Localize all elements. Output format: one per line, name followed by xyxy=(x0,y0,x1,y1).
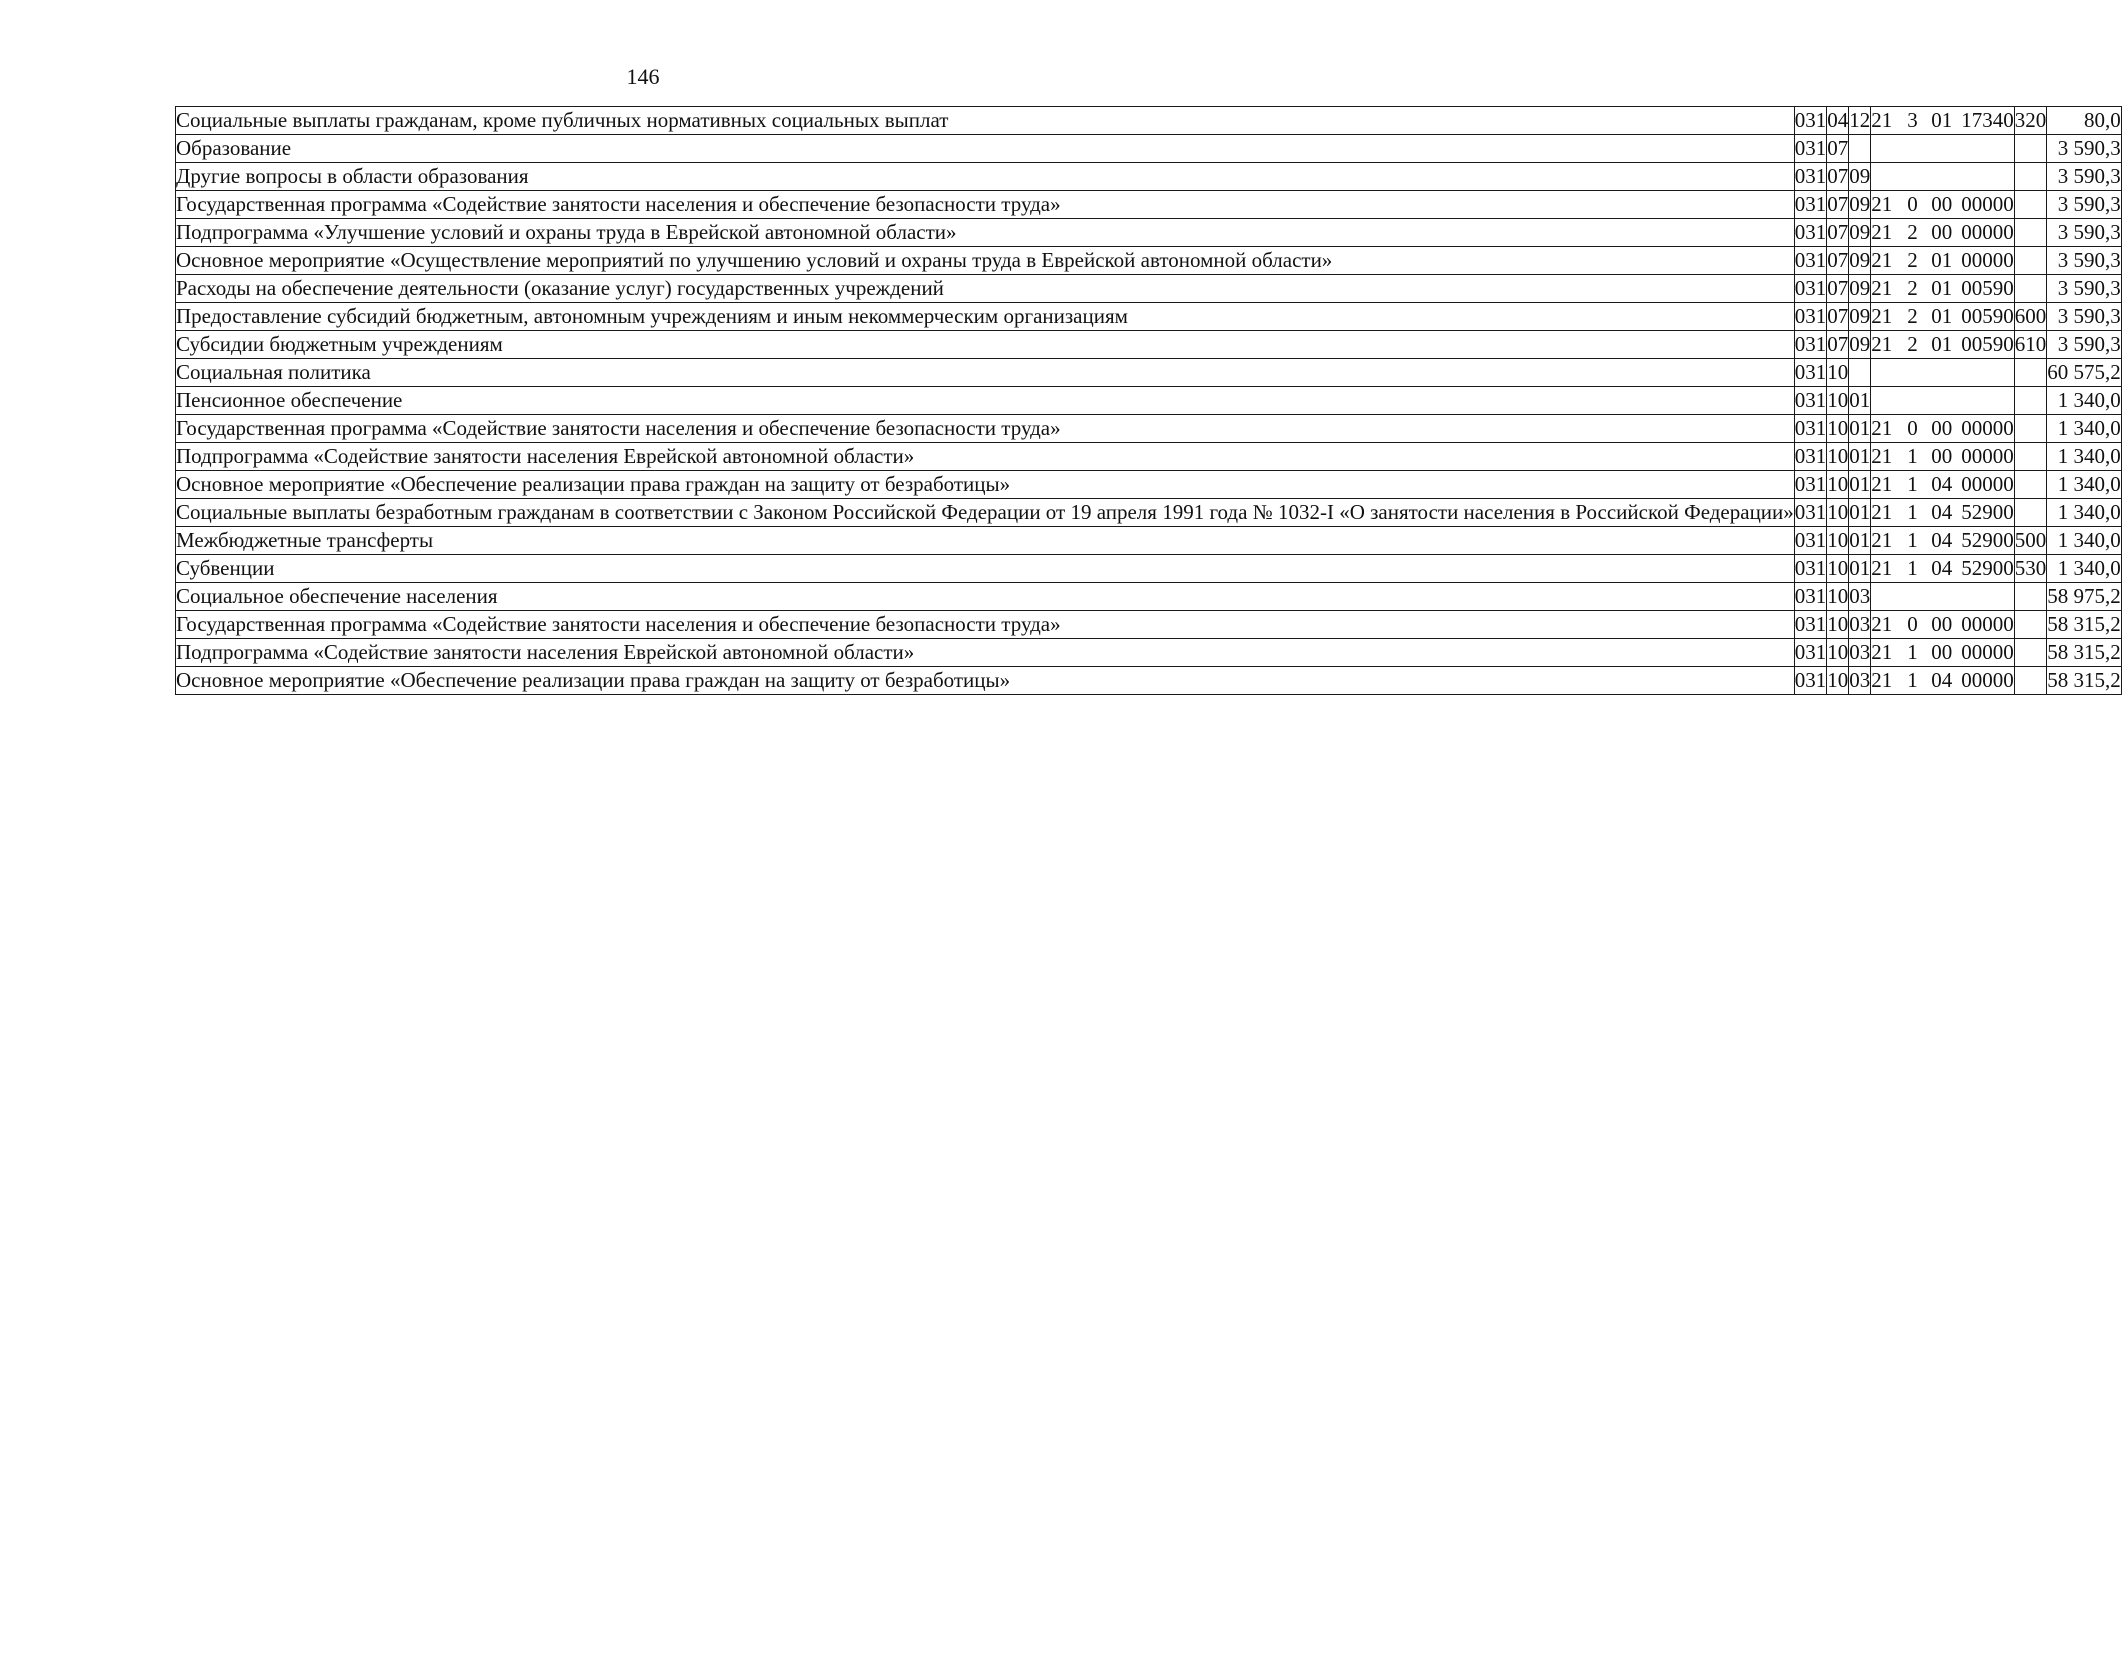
table-row xyxy=(176,583,2122,611)
row-target-article-code xyxy=(1871,443,2015,471)
row-section-code: 07 xyxy=(1827,275,1849,303)
row-ministry-code: 031 xyxy=(1794,611,1827,639)
table-row xyxy=(176,219,2122,247)
row-subsection-code: 09 xyxy=(1849,191,1871,219)
row-name: Расходы на обеспечение деятельности (оказание услуг) государственных учреждений xyxy=(176,275,1795,303)
row-name: Подпрограмма «Содействие занятости населения Еврейской автономной области» xyxy=(176,639,1795,667)
csr-program: 21 xyxy=(1871,108,1893,132)
csr-direction: 00000 xyxy=(1961,640,2014,664)
csr-direction: 00000 xyxy=(1961,192,2014,216)
row-name: Подпрограмма «Улучшение условий и охраны труда в Еврейской автономной области» xyxy=(176,219,1795,247)
csr-program: 21 xyxy=(1871,444,1893,468)
row-name: Социальное обеспечение населения xyxy=(176,583,1795,611)
table-row xyxy=(176,303,2122,331)
row-section-code: 07 xyxy=(1827,247,1849,275)
csr-sub: 1 xyxy=(1907,556,1918,580)
row-section-code: 10 xyxy=(1827,471,1849,499)
row-target-article-code xyxy=(1871,499,2015,527)
row-name: Основное мероприятие «Обеспечение реализации права граждан на защиту от безработицы» xyxy=(176,667,1795,695)
row-subsection-code: 09 xyxy=(1849,163,1871,191)
row-ministry-code: 031 xyxy=(1794,527,1827,555)
table-row xyxy=(176,359,2122,387)
row-ministry-code: 031 xyxy=(1794,555,1827,583)
row-subsection-code: 03 xyxy=(1849,583,1871,611)
table-row xyxy=(176,667,2122,695)
row-name: Государственная программа «Содействие занятости населения и обеспечение безопасности труда» xyxy=(176,611,1795,639)
row-name: Социальные выплаты гражданам, кроме публичных нормативных социальных выплат xyxy=(176,107,1795,135)
table-row xyxy=(176,443,2122,471)
csr-main: 01 xyxy=(1931,304,1953,328)
row-section-code: 10 xyxy=(1827,611,1849,639)
csr-sub: 2 xyxy=(1907,220,1918,244)
csr-sub: 0 xyxy=(1907,416,1918,440)
row-expense-type-code xyxy=(2014,611,2047,639)
row-amount: 1 340,0 xyxy=(2047,415,2122,443)
row-ministry-code: 031 xyxy=(1794,639,1827,667)
row-expense-type-code xyxy=(2014,471,2047,499)
csr-program: 21 xyxy=(1871,500,1893,524)
row-ministry-code: 031 xyxy=(1794,191,1827,219)
row-target-article-code xyxy=(1871,107,2015,135)
row-section-code: 07 xyxy=(1827,219,1849,247)
row-subsection-code: 12 xyxy=(1849,107,1871,135)
csr-program: 21 xyxy=(1871,192,1893,216)
row-ministry-code: 031 xyxy=(1794,107,1827,135)
csr-main: 04 xyxy=(1931,500,1953,524)
csr-sub: 1 xyxy=(1907,444,1918,468)
row-target-article-code xyxy=(1871,527,2015,555)
page-number: 146 xyxy=(626,64,660,89)
row-section-code: 07 xyxy=(1827,303,1849,331)
row-target-article-code xyxy=(1871,247,2015,275)
csr-main: 00 xyxy=(1931,220,1953,244)
csr-main: 04 xyxy=(1931,668,1953,692)
row-ministry-code: 031 xyxy=(1794,163,1827,191)
row-amount: 3 590,3 xyxy=(2047,163,2122,191)
row-target-article-code xyxy=(1871,331,2015,359)
csr-direction: 52900 xyxy=(1961,556,2014,580)
csr-main: 00 xyxy=(1931,640,1953,664)
csr-direction: 00000 xyxy=(1961,248,2014,272)
csr-program: 21 xyxy=(1871,220,1893,244)
csr-main: 01 xyxy=(1931,108,1953,132)
table-row xyxy=(176,275,2122,303)
csr-sub: 1 xyxy=(1907,668,1918,692)
table-body xyxy=(176,107,2122,695)
row-target-article-code xyxy=(1871,415,2015,443)
row-target-article-code xyxy=(1871,359,2015,387)
row-section-code: 10 xyxy=(1827,527,1849,555)
row-section-code: 10 xyxy=(1827,443,1849,471)
csr-program: 21 xyxy=(1871,304,1893,328)
row-amount: 1 340,0 xyxy=(2047,555,2122,583)
csr-direction: 00590 xyxy=(1961,304,2014,328)
row-expense-type-code xyxy=(2014,639,2047,667)
table-row xyxy=(176,331,2122,359)
csr-sub: 1 xyxy=(1907,472,1918,496)
csr-main: 00 xyxy=(1931,612,1953,636)
row-target-article-code xyxy=(1871,555,2015,583)
row-amount: 1 340,0 xyxy=(2047,387,2122,415)
csr-direction: 00000 xyxy=(1961,668,2014,692)
row-name: Государственная программа «Содействие занятости населения и обеспечение безопасности труда» xyxy=(176,415,1795,443)
row-name: Социальные выплаты безработным гражданам в соответствии с Законом Российской Федерации от 19 апреля 1991 года № 1032-I «О занятости населения в Российской Федерации» xyxy=(176,499,1795,527)
row-name: Государственная программа «Содействие занятости населения и обеспечение безопасности труда» xyxy=(176,191,1795,219)
csr-direction: 00590 xyxy=(1961,332,2014,356)
table-row xyxy=(176,471,2122,499)
csr-sub: 1 xyxy=(1907,500,1918,524)
row-subsection-code: 09 xyxy=(1849,219,1871,247)
csr-program: 21 xyxy=(1871,528,1893,552)
table-row xyxy=(176,611,2122,639)
csr-direction: 00000 xyxy=(1961,612,2014,636)
row-subsection-code: 01 xyxy=(1849,555,1871,583)
row-target-article-code xyxy=(1871,583,2015,611)
row-subsection-code xyxy=(1849,359,1871,387)
row-section-code: 10 xyxy=(1827,387,1849,415)
row-ministry-code: 031 xyxy=(1794,499,1827,527)
row-name: Субвенции xyxy=(176,555,1795,583)
row-ministry-code: 031 xyxy=(1794,331,1827,359)
table-row xyxy=(176,191,2122,219)
row-subsection-code: 01 xyxy=(1849,387,1871,415)
row-ministry-code: 031 xyxy=(1794,415,1827,443)
row-amount: 58 315,2 xyxy=(2047,639,2122,667)
table-row xyxy=(176,135,2122,163)
row-target-article-code xyxy=(1871,163,2015,191)
row-expense-type-code xyxy=(2014,135,2047,163)
csr-program: 21 xyxy=(1871,612,1893,636)
row-subsection-code: 03 xyxy=(1849,611,1871,639)
row-amount: 58 315,2 xyxy=(2047,667,2122,695)
row-subsection-code: 09 xyxy=(1849,247,1871,275)
row-ministry-code: 031 xyxy=(1794,387,1827,415)
row-target-article-code xyxy=(1871,639,2015,667)
row-target-article-code xyxy=(1871,303,2015,331)
row-amount: 3 590,3 xyxy=(2047,219,2122,247)
row-ministry-code: 031 xyxy=(1794,275,1827,303)
row-target-article-code xyxy=(1871,471,2015,499)
row-target-article-code xyxy=(1871,611,2015,639)
csr-sub: 3 xyxy=(1907,108,1918,132)
csr-main: 00 xyxy=(1931,416,1953,440)
budget-table xyxy=(175,106,2122,695)
csr-program: 21 xyxy=(1871,332,1893,356)
row-expense-type-code: 600 xyxy=(2014,303,2047,331)
row-expense-type-code: 610 xyxy=(2014,331,2047,359)
csr-direction: 00590 xyxy=(1961,276,2014,300)
row-ministry-code: 031 xyxy=(1794,303,1827,331)
row-section-code: 07 xyxy=(1827,191,1849,219)
csr-main: 01 xyxy=(1931,276,1953,300)
csr-main: 01 xyxy=(1931,332,1953,356)
row-target-article-code xyxy=(1871,191,2015,219)
row-section-code: 10 xyxy=(1827,359,1849,387)
row-expense-type-code xyxy=(2014,667,2047,695)
row-ministry-code: 031 xyxy=(1794,219,1827,247)
row-name: Субсидии бюджетным учреждениям xyxy=(176,331,1795,359)
csr-direction: 00000 xyxy=(1961,220,2014,244)
row-expense-type-code xyxy=(2014,499,2047,527)
row-expense-type-code xyxy=(2014,387,2047,415)
row-amount: 58 975,2 xyxy=(2047,583,2122,611)
row-name: Образование xyxy=(176,135,1795,163)
csr-sub: 2 xyxy=(1907,276,1918,300)
row-name: Подпрограмма «Содействие занятости населения Еврейской автономной области» xyxy=(176,443,1795,471)
csr-main: 01 xyxy=(1931,248,1953,272)
table-row xyxy=(176,555,2122,583)
csr-direction: 52900 xyxy=(1961,500,2014,524)
row-name: Другие вопросы в области образования xyxy=(176,163,1795,191)
row-section-code: 10 xyxy=(1827,499,1849,527)
row-subsection-code: 01 xyxy=(1849,527,1871,555)
row-expense-type-code xyxy=(2014,247,2047,275)
row-section-code: 04 xyxy=(1827,107,1849,135)
row-expense-type-code: 500 xyxy=(2014,527,2047,555)
row-subsection-code: 01 xyxy=(1849,415,1871,443)
csr-sub: 2 xyxy=(1907,248,1918,272)
table-row xyxy=(176,415,2122,443)
row-name: Основное мероприятие «Осуществление мероприятий по улучшению условий и охраны труда в Еврейской автономной области» xyxy=(176,247,1795,275)
csr-direction: 00000 xyxy=(1961,472,2014,496)
csr-program: 21 xyxy=(1871,640,1893,664)
csr-main: 00 xyxy=(1931,444,1953,468)
row-section-code: 10 xyxy=(1827,639,1849,667)
table-row xyxy=(176,163,2122,191)
row-expense-type-code xyxy=(2014,191,2047,219)
row-amount: 3 590,3 xyxy=(2047,191,2122,219)
row-section-code: 07 xyxy=(1827,163,1849,191)
csr-program: 21 xyxy=(1871,276,1893,300)
row-section-code: 10 xyxy=(1827,583,1849,611)
row-amount: 58 315,2 xyxy=(2047,611,2122,639)
row-subsection-code: 01 xyxy=(1849,471,1871,499)
row-subsection-code: 03 xyxy=(1849,667,1871,695)
row-ministry-code: 031 xyxy=(1794,247,1827,275)
csr-program: 21 xyxy=(1871,472,1893,496)
csr-sub: 2 xyxy=(1907,332,1918,356)
row-amount: 1 340,0 xyxy=(2047,527,2122,555)
row-expense-type-code xyxy=(2014,415,2047,443)
csr-program: 21 xyxy=(1871,248,1893,272)
row-expense-type-code xyxy=(2014,359,2047,387)
row-amount: 3 590,3 xyxy=(2047,275,2122,303)
csr-direction: 00000 xyxy=(1961,444,2014,468)
row-subsection-code: 09 xyxy=(1849,275,1871,303)
csr-direction: 52900 xyxy=(1961,528,2014,552)
row-amount: 3 590,3 xyxy=(2047,331,2122,359)
row-name: Межбюджетные трансферты xyxy=(176,527,1795,555)
row-amount: 1 340,0 xyxy=(2047,471,2122,499)
row-name: Социальная политика xyxy=(176,359,1795,387)
row-name: Предоставление субсидий бюджетным, автономным учреждениям и иным некоммерческим организациям xyxy=(176,303,1795,331)
row-subsection-code: 09 xyxy=(1849,303,1871,331)
csr-sub: 1 xyxy=(1907,640,1918,664)
row-target-article-code xyxy=(1871,135,2015,163)
table-row xyxy=(176,639,2122,667)
csr-main: 00 xyxy=(1931,192,1953,216)
row-amount: 3 590,3 xyxy=(2047,247,2122,275)
row-expense-type-code xyxy=(2014,219,2047,247)
row-target-article-code xyxy=(1871,275,2015,303)
row-section-code: 10 xyxy=(1827,555,1849,583)
row-subsection-code: 09 xyxy=(1849,331,1871,359)
row-amount: 1 340,0 xyxy=(2047,443,2122,471)
row-ministry-code: 031 xyxy=(1794,443,1827,471)
row-ministry-code: 031 xyxy=(1794,583,1827,611)
csr-sub: 2 xyxy=(1907,304,1918,328)
csr-direction: 17340 xyxy=(1961,108,2014,132)
csr-direction: 00000 xyxy=(1961,416,2014,440)
row-subsection-code: 03 xyxy=(1849,639,1871,667)
csr-main: 04 xyxy=(1931,528,1953,552)
row-target-article-code xyxy=(1871,667,2015,695)
row-ministry-code: 031 xyxy=(1794,359,1827,387)
row-subsection-code: 01 xyxy=(1849,443,1871,471)
row-expense-type-code xyxy=(2014,583,2047,611)
table-row xyxy=(176,107,2122,135)
row-section-code: 07 xyxy=(1827,135,1849,163)
csr-program: 21 xyxy=(1871,668,1893,692)
table-row xyxy=(176,499,2122,527)
row-section-code: 10 xyxy=(1827,667,1849,695)
table-row xyxy=(176,387,2122,415)
row-target-article-code xyxy=(1871,219,2015,247)
row-ministry-code: 031 xyxy=(1794,471,1827,499)
row-amount: 60 575,2 xyxy=(2047,359,2122,387)
row-expense-type-code xyxy=(2014,443,2047,471)
csr-program: 21 xyxy=(1871,416,1893,440)
row-ministry-code: 031 xyxy=(1794,667,1827,695)
row-amount: 80,0 xyxy=(2047,107,2122,135)
row-amount: 3 590,3 xyxy=(2047,303,2122,331)
table-row xyxy=(176,527,2122,555)
csr-main: 04 xyxy=(1931,556,1953,580)
row-subsection-code: 01 xyxy=(1849,499,1871,527)
csr-sub: 0 xyxy=(1907,192,1918,216)
row-expense-type-code: 530 xyxy=(2014,555,2047,583)
row-target-article-code xyxy=(1871,387,2015,415)
row-ministry-code: 031 xyxy=(1794,135,1827,163)
row-amount: 3 590,3 xyxy=(2047,135,2122,163)
row-section-code: 07 xyxy=(1827,331,1849,359)
row-expense-type-code: 320 xyxy=(2014,107,2047,135)
table-row xyxy=(176,247,2122,275)
row-expense-type-code xyxy=(2014,163,2047,191)
row-subsection-code xyxy=(1849,135,1871,163)
csr-program: 21 xyxy=(1871,556,1893,580)
row-name: Основное мероприятие «Обеспечение реализации права граждан на защиту от безработицы» xyxy=(176,471,1795,499)
row-amount: 1 340,0 xyxy=(2047,499,2122,527)
row-section-code: 10 xyxy=(1827,415,1849,443)
csr-sub: 1 xyxy=(1907,528,1918,552)
row-expense-type-code xyxy=(2014,275,2047,303)
row-name: Пенсионное обеспечение xyxy=(176,387,1795,415)
csr-main: 04 xyxy=(1931,472,1953,496)
csr-sub: 0 xyxy=(1907,612,1918,636)
